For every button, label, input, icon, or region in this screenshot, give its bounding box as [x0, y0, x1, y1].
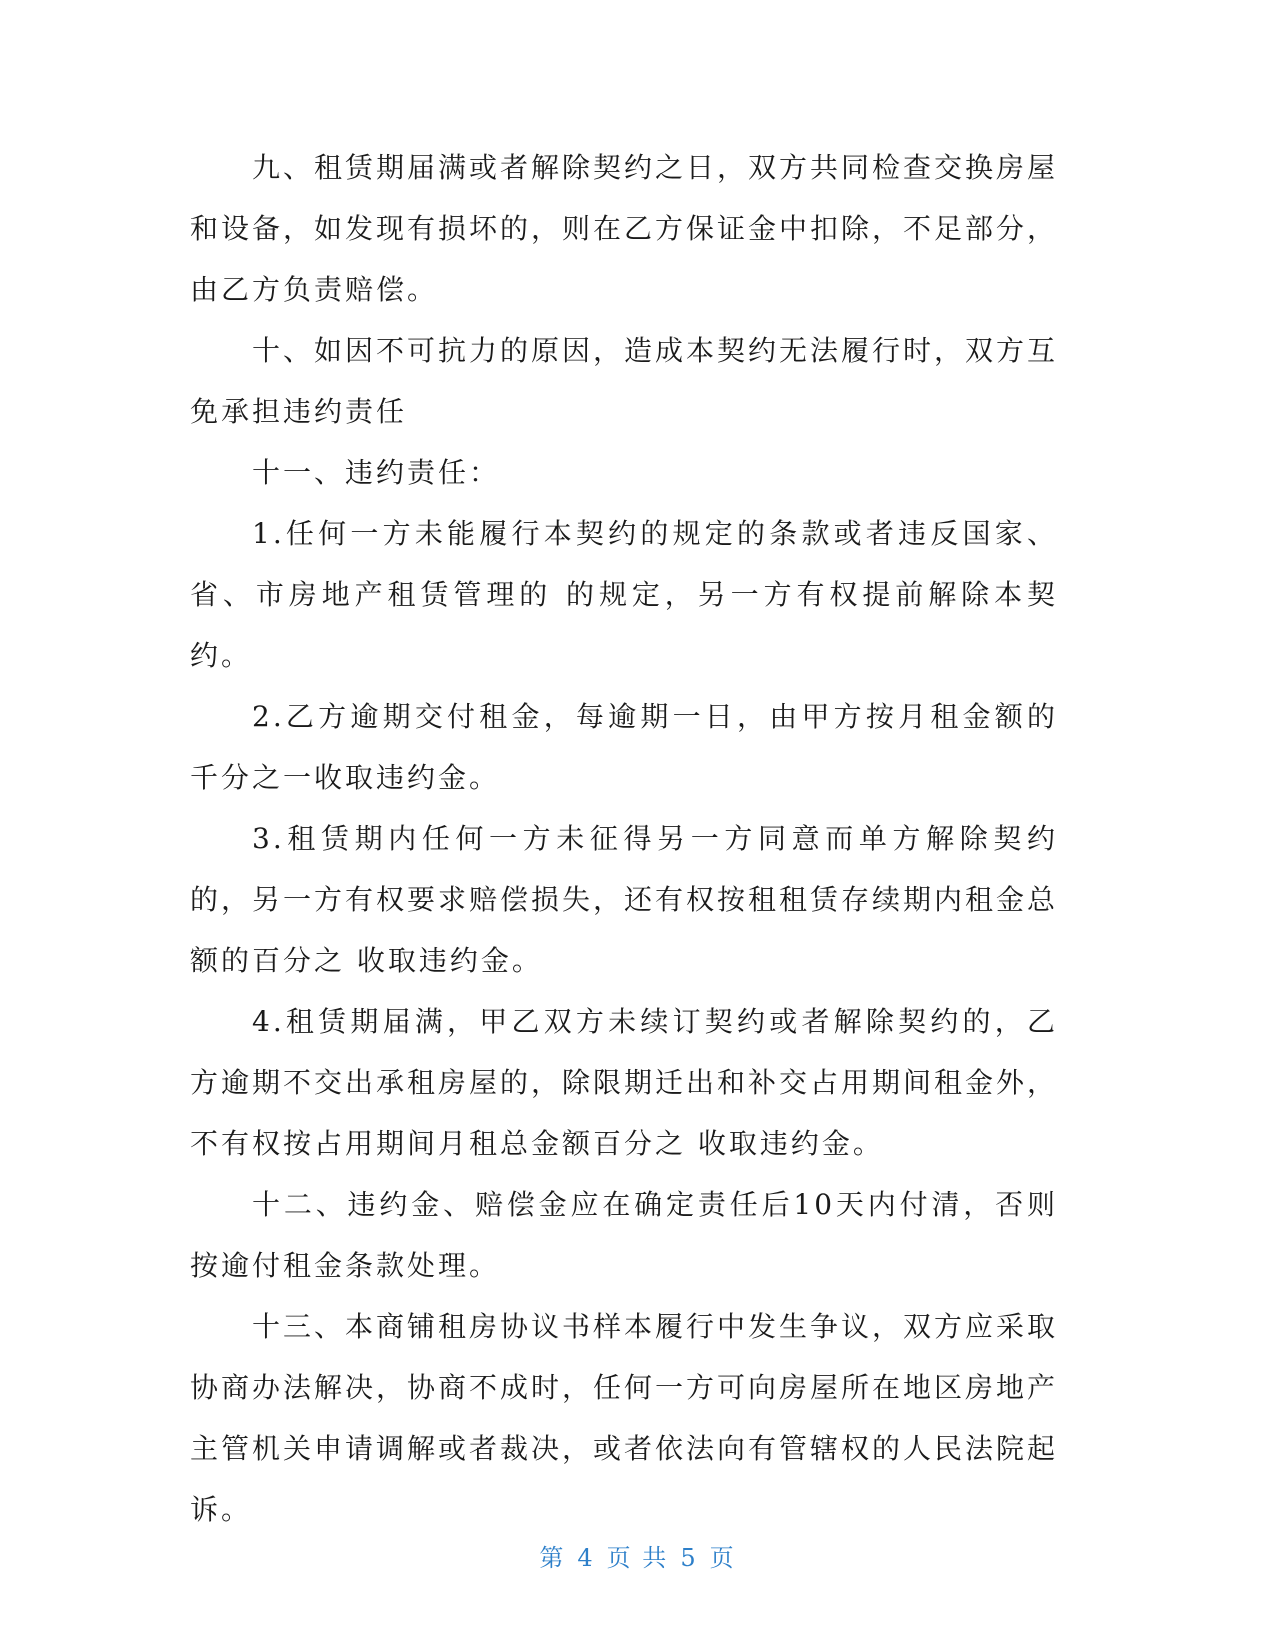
paragraph-clause-12: 十二、违约金、赔偿金应在确定责任后10天内付清，否则按逾付租金条款处理。 [190, 1188, 1058, 1282]
paragraph-clause-11-item-4: 4.租赁期届满，甲乙双方未续订契约或者解除契约的，乙方逾期不交出承租房屋的，除限期迁出和补交占用期间租金外，不有权按占用期间月租总金额百分之 收取违约金。 [190, 1005, 1059, 1160]
paragraph-clause-10: 十、如因不可抗力的原因，造成本契约无法履行时，双方互免承担违约责任 [190, 334, 1059, 428]
page-number-footer [0, 1538, 1275, 1573]
paragraph-clause-11-item-1: 1.任何一方未能履行本契约的规定的条款或者违反国家、省、市房地产租赁管理的 的规定，另一方有权提前解除本契约。 [190, 517, 1058, 672]
document-body [190, 137, 1058, 1540]
footer-total-pages: 5 [680, 1544, 698, 1572]
paragraph-clause-9: 九、租赁期届满或者解除契约之日，双方共同检查交换房屋和设备，如发现有损坏的，则在乙方保证金中扣除，不足部分，由乙方负责赔偿。 [190, 151, 1059, 306]
footer-middle: 页 共 [606, 1544, 669, 1572]
footer-suffix: 页 [709, 1544, 736, 1572]
paragraph-clause-11-heading: 十一、违约责任： [252, 456, 501, 489]
paragraph-clause-13: 十三、本商铺租房协议书样本履行中发生争议，双方应采取协商办法解决，协商不成时，任何一方可向房屋所在地区房地产主管机关申请调解或者裁决，或者依法向有管辖权的人民法院起诉。 [190, 1310, 1059, 1526]
footer-prefix: 第 [539, 1544, 566, 1572]
paragraph-clause-11-item-2: 2.乙方逾期交付租金，每逾期一日，由甲方按月租金额的千分之一收取违约金。 [190, 700, 1058, 794]
footer-current-page: 4 [577, 1544, 595, 1572]
paragraph-clause-11-item-3: 3.租赁期内任何一方未征得另一方同意而单方解除契约的，另一方有权要求赔偿损失，还有权按租租赁存续期内租金总额的百分之 收取违约金。 [190, 822, 1059, 977]
